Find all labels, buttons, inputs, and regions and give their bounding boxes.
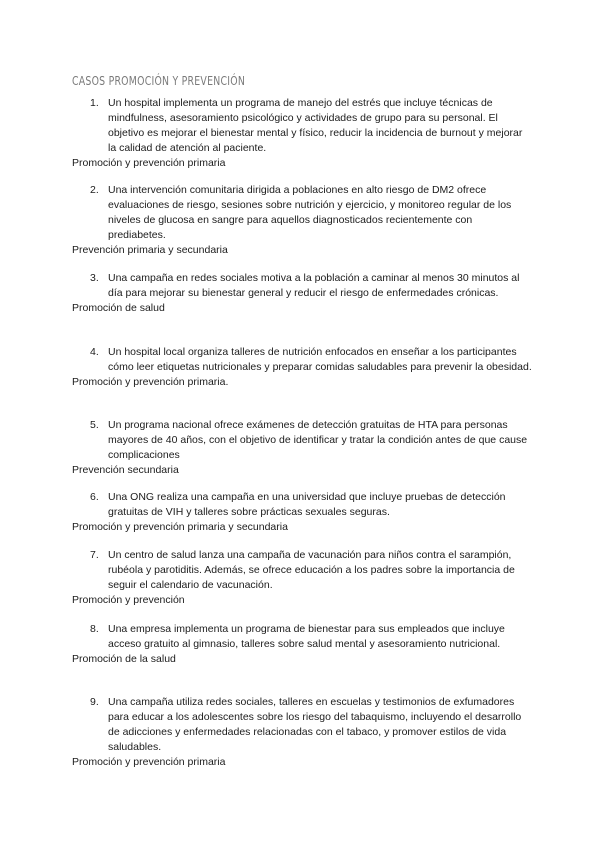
case-6: [72, 490, 532, 535]
case-2: [72, 183, 532, 258]
case-text: Un hospital local organiza talleres de nutrición enfocados en enseñar a los participantes cómo leer etiquetas nutricionales y preparar comidas saludables para prevenir la obesidad.: [108, 346, 532, 373]
case-5: [72, 418, 532, 478]
case-answer: Promoción y prevención primaria: [72, 756, 226, 768]
case-number: 3.: [90, 272, 99, 284]
case-text: Un programa nacional ofrece exámenes de detección gratuitas de HTA para personas mayores de 40 años, con el objetivo de identificar y tratar la condición antes de que cause complicaciones: [108, 419, 528, 461]
case-number: 8.: [90, 623, 99, 635]
case-question: [72, 695, 532, 755]
case-text: Una campaña en redes sociales motiva a la población a caminar al menos 30 minutos al día para mejorar su bienestar general y reducir el riesgo de enfermedades crónicas.: [108, 272, 520, 299]
case-text: Una ONG realiza una campaña en una universidad que incluye pruebas de detección gratuitas de VIH y talleres sobre prácticas sexuales seguras.: [108, 491, 506, 518]
case-answer: Promoción de salud: [72, 302, 165, 314]
case-answer: Promoción y prevención: [72, 594, 185, 606]
case-number: 7.: [90, 549, 99, 561]
case-1: [72, 96, 532, 171]
case-answer: Promoción y prevención primaria.: [72, 376, 229, 388]
case-number: 4.: [90, 346, 99, 358]
case-answer: Promoción y prevención primaria: [72, 157, 226, 169]
case-question: [72, 490, 532, 520]
case-question: [72, 418, 532, 463]
case-answer: Promoción y prevención primaria y secundaria: [72, 521, 288, 533]
case-question: [72, 271, 532, 301]
case-question: [72, 622, 532, 652]
case-7: [72, 548, 532, 608]
case-text: Una intervención comunitaria dirigida a poblaciones en alto riesgo de DM2 ofrece evaluaciones de riesgo, sesiones sobre nutrición y ejercicio, y monitoreo regular de los niveles de glucosa en sangre para aquellos diagnosticados recientemente con prediabetes.: [108, 184, 512, 241]
case-number: 2.: [90, 184, 99, 196]
case-text: Una campaña utiliza redes sociales, talleres en escuelas y testimonios de exfumadores para educar a los adolescentes sobre los riesgo del tabaquismo, incluyendo el desarrollo de adicciones y enfermedades relacionadas con el tabaco, y promover estilos de vida saludables.: [108, 696, 522, 753]
case-question: [72, 548, 532, 593]
case-answer: Promoción de la salud: [72, 653, 176, 665]
case-text: Un hospital implementa un programa de manejo del estrés que incluye técnicas de mindfulness, asesoramiento psicológico y actividades de grupo para su personal. El objetivo es mejorar el bienestar mental y físico, reducir la incidencia de burnout y mejorar la calidad de atención al paciente.: [108, 97, 523, 154]
case-number: 1.: [90, 97, 99, 109]
case-text: Un centro de salud lanza una campaña de vacunación para niños contra el sarampión, rubéola y parotiditis. Además, se ofrece educación a los padres sobre la importancia de seguir el calendario de vacunación.: [108, 549, 515, 591]
case-answer: Prevención secundaria: [72, 464, 179, 476]
case-question: [72, 345, 532, 375]
case-number: 6.: [90, 491, 99, 503]
case-question: [72, 183, 532, 243]
case-4: [72, 345, 532, 390]
case-number: 9.: [90, 696, 99, 708]
case-9: [72, 695, 532, 770]
case-3: [72, 271, 532, 316]
case-question: [72, 96, 532, 156]
page-title: CASOS PROMOCIÓN Y PREVENCIÓN: [72, 74, 246, 88]
case-number: 5.: [90, 419, 99, 431]
case-8: [72, 622, 532, 667]
case-answer: Prevención primaria y secundaria: [72, 244, 228, 256]
case-text: Una empresa implementa un programa de bienestar para sus empleados que incluye acceso gratuito al gimnasio, talleres sobre salud mental y asesoramiento nutricional.: [108, 623, 505, 650]
